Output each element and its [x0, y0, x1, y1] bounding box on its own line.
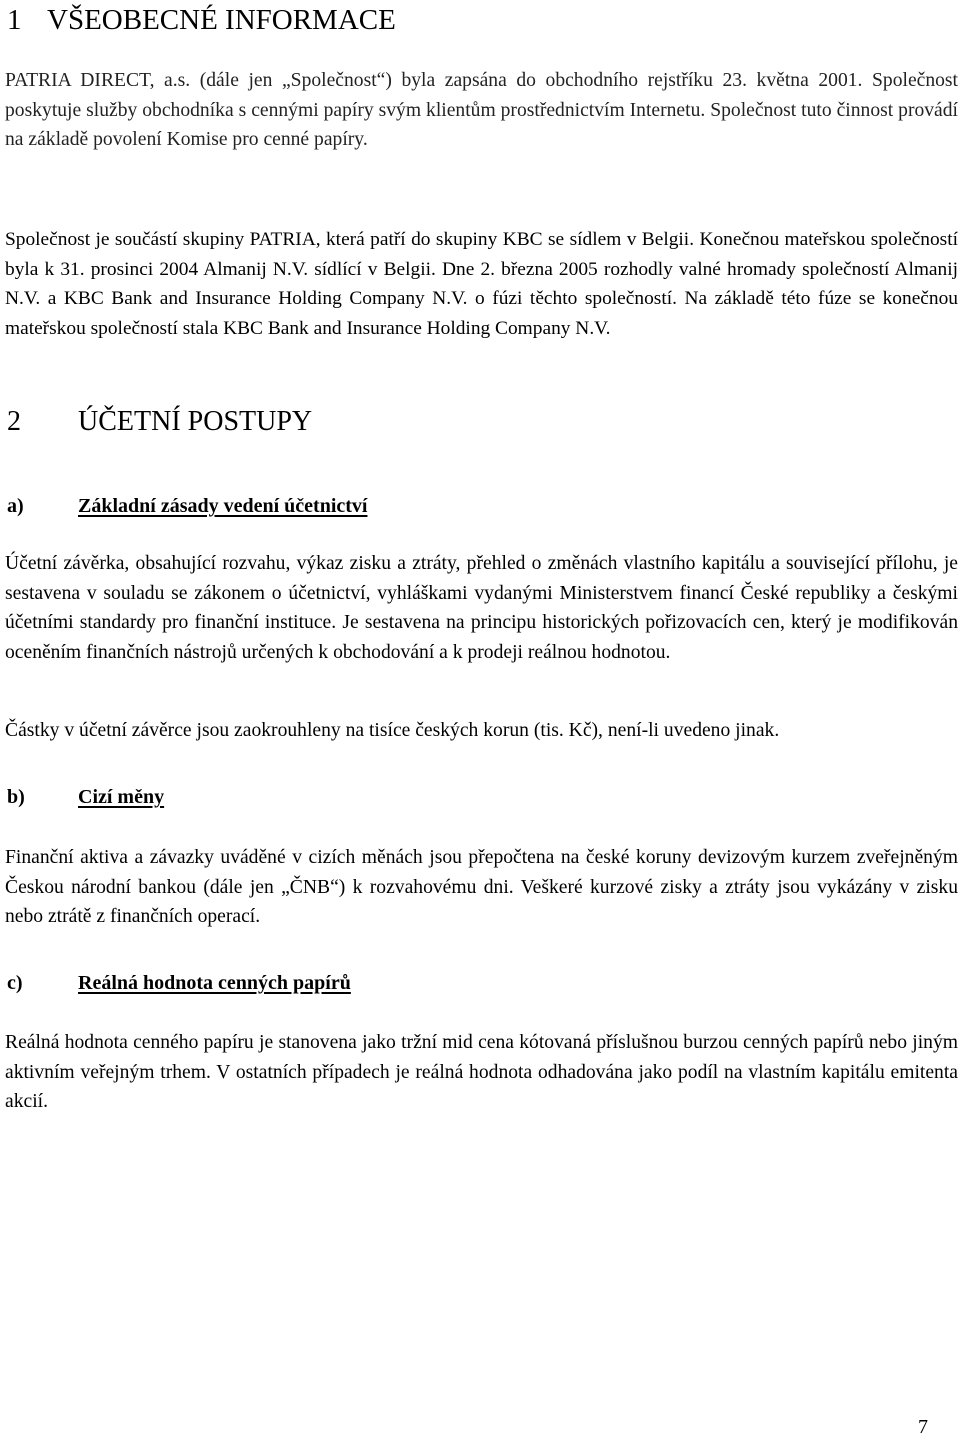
- subsection-a-letter: a): [7, 495, 24, 517]
- subsection-c-letter: c): [7, 972, 23, 994]
- foreign-currency-paragraph: Finanční aktiva a závazky uváděné v cizích měnách jsou přepočtena na české koruny devizovým kurzem zveřejněným Českou národní bankou (dále jen „ČNB“) k rozvahovému dni. Veškeré kurzové zisky a ztráty jsou vykázány v zisku nebo ztrátě z finančních operací.: [5, 847, 958, 928]
- section-2-number: 2: [7, 406, 21, 437]
- subsection-b-heading: [7, 784, 164, 810]
- subsection-b-letter: b): [7, 786, 25, 808]
- general-info-paragraph-2: Společnost je součástí skupiny PATRIA, která patří do skupiny KBC se sídlem v Belgii. Konečnou mateřskou společností byla k 31. prosinci 2004 Almanij N.V. sídlící v Belgii. Dne 2. března 2005 rozhodly valné hromady společností Almanij N.V. a KBC Bank and Insurance Holding Company N.V. o fúzi těchto společností. Na základě této fúze se konečnou mateřskou společností stala KBC Bank and Insurance Holding Company N.V.: [5, 229, 958, 340]
- section-2-heading: [7, 404, 312, 440]
- subsection-b-title: Cizí měny: [78, 786, 165, 808]
- section-1-heading: [7, 2, 396, 38]
- section-1-title: VŠEOBECNÉ INFORMACE: [47, 4, 396, 36]
- general-info-paragraph-1: PATRIA DIRECT, a.s. (dále jen „Společnost“) byla zapsána do obchodního rejstříku 23. května 2001. Společnost poskytuje služby obchodníka s cennými papíry svým klientům prostřednictvím Internetu. Společnost tuto činnost provádí na základě povolení Komise pro cenné papíry.: [5, 70, 958, 151]
- section-1-number: 1: [7, 4, 22, 36]
- section-2-title: ÚČETNÍ POSTUPY: [78, 406, 313, 437]
- subsection-a-heading: [7, 493, 367, 519]
- accounting-principles-paragraph: Účetní závěrka, obsahující rozvahu, výkaz zisku a ztráty, přehled o změnách vlastního kapitálu a související přílohu, je sestavena v souladu se zákonem o účetnictví, vyhláškami vydanými Ministerstvem financí České republiky a českými účetními standardy pro finanční instituce. Je sestavena na principu historických pořizovacích cen, který je modifikován oceněním finančních nástrojů určených k obchodování a k prodeji reálnou hodnotou.: [5, 553, 958, 663]
- subsection-c-title: Reálná hodnota cenných papírů: [78, 972, 351, 994]
- fair-value-paragraph: Reálná hodnota cenného papíru je stanovena jako tržní mid cena kótovaná příslušnou burzou cenných papírů nebo jiným aktivním veřejným trhem. V ostatních případech je reálná hodnota odhadována jako podíl na vlastním kapitálu emitenta akcií.: [5, 1032, 958, 1113]
- subsection-c-heading: [7, 970, 351, 996]
- rounding-note-paragraph: Částky v účetní závěrce jsou zaokrouhleny na tisíce českých korun (tis. Kč), není-li uvedeno jinak.: [5, 720, 780, 741]
- page-number: 7: [918, 1416, 928, 1438]
- subsection-a-title: Základní zásady vedení účetnictví: [78, 495, 368, 517]
